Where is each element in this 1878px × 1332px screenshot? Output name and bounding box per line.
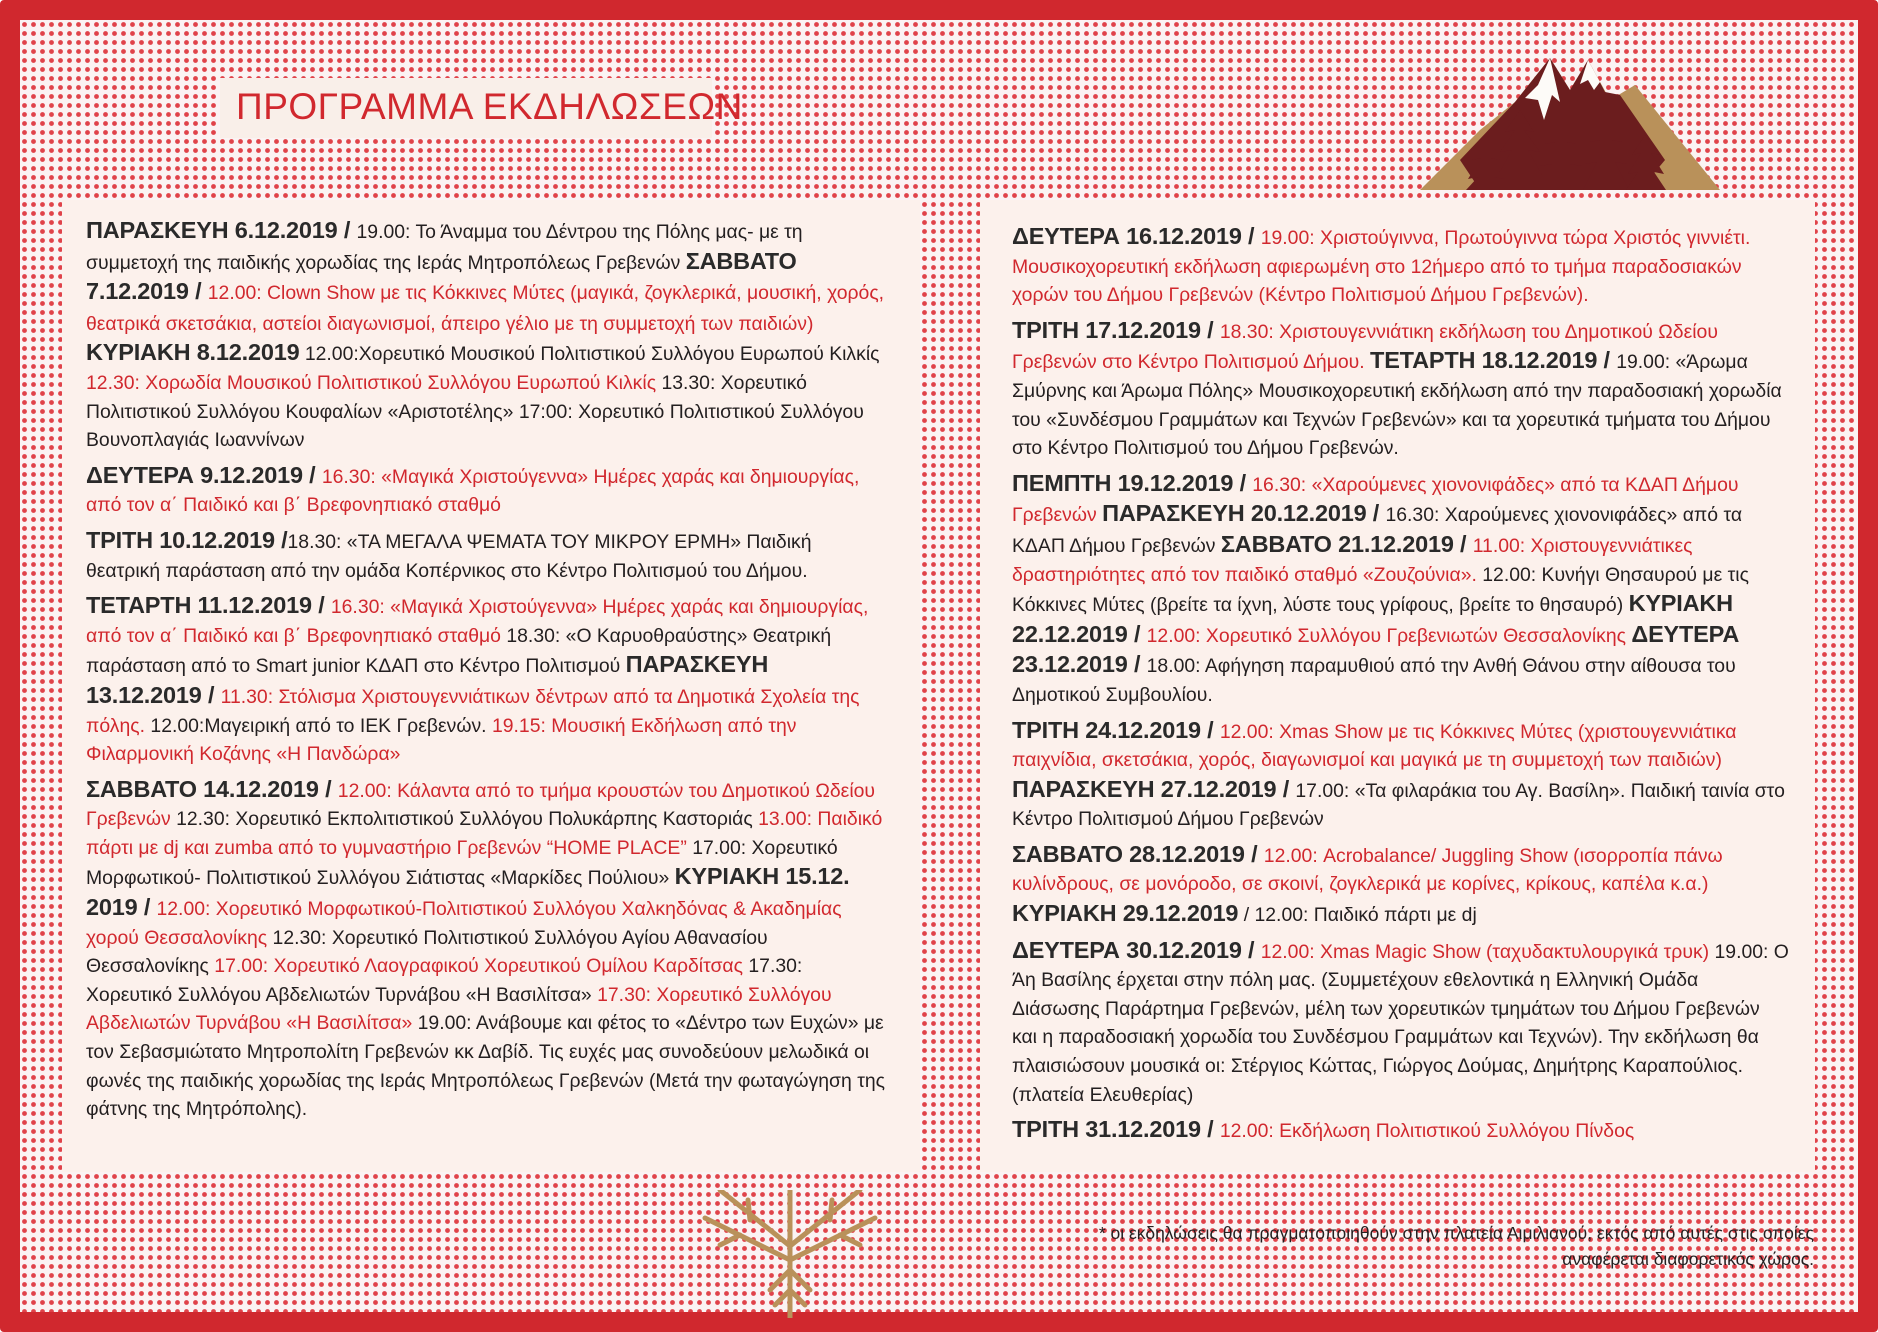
day-heading: / <box>137 894 157 921</box>
event-text: 19.00: Ανάβουμε και φέτος το «Δέντρο των Ευχών» με τον Σεβασμιώτατο Μητροπολίτη Γρεβενών κκ Δαβίδ. Τις ευχές μας συνοδεύουν μελωδικά οι φωνές της παιδικής χορωδίας της Ιεράς Μητροπόλεως Γρεβενών (Μετά την φωταγώγηση της φάτνης της Μητρόπολης). <box>86 1012 885 1121</box>
event-text: 12.00: Acrobalance/ Juggling Show (ισορροπία πάνω κυλίνδρους, σε μονόροδο, σε σκοινί, ζογκλερικά με κορίνες, κρίκους, καπέλα κ.α.) <box>1012 844 1723 896</box>
day-heading: ΠΑΡΑΣΚΕΥΗ 13.12.2019 <box>86 651 769 708</box>
day-heading: ΔΕΥΤΕΡΑ 30.12.2019 <box>1012 936 1242 963</box>
event-text: 17.30: Χορευτικό Συλλόγου Αβδελιωτών Τυρνάβου «Η Βασιλίτσα» <box>86 955 803 1006</box>
day-heading: / <box>1244 840 1264 867</box>
day-heading: / <box>201 681 221 708</box>
day-heading: ΣΑΒΒΑΤΟ 14.12.2019 <box>86 775 319 802</box>
day-heading: ΣΑΒΒΑΤΟ 28.12.2019 <box>1012 840 1245 867</box>
event-text: 12.30: Χορωδία Μουσικού Πολιτιστικού Συλλόγου Ευρωπού Κιλκίς <box>86 371 662 394</box>
day-heading: ΚΥΡΙΑΚΗ 22.12.2019 <box>1012 590 1733 647</box>
day-heading: ΤΕΤΑΡΤΗ 11.12.2019 <box>86 592 312 619</box>
day-heading: ΠΕΜΠΤΗ 19.12.2019 <box>1012 469 1234 496</box>
day-heading: ΚΥΡΙΑΚΗ 15.12. 2019 <box>86 863 850 921</box>
day-heading: ΚΥΡΙΑΚΗ 8.12.2019 <box>86 339 300 366</box>
event-text: 13.30: Χορευτικό Πολιτιστικού Συλλόγου Κουφαλίων «Αριστοτέλης» 17:00: Χορευτικό Πολιτιστικού Συλλόγου Βουνοπλαγιάς Ιωαννίνων <box>86 371 864 452</box>
day-heading: / <box>318 775 338 802</box>
day-heading: / <box>274 526 288 553</box>
event-text: 12.00: Παιδικό πάρτι με dj <box>1254 904 1477 927</box>
schedule-block <box>1012 840 1790 930</box>
day-heading: ΤΡΙΤΗ 10.12.2019 <box>86 526 275 553</box>
schedule-block <box>1012 716 1790 834</box>
event-text: 12.00: Χορευτικό Μορφωτικού-Πολιτιστικού Συλλόγου Χαλκηδόνας & Ακαδημίας χορού Θεσσαλονίκης <box>86 898 842 949</box>
day-heading: / <box>1200 1116 1220 1143</box>
day-heading: / <box>188 278 208 305</box>
schedule-block <box>1012 316 1790 463</box>
footnote: * οι εκδηλώσεις θα πραγματοποιηθούν στην πλατεία Αιμιλιανού, εκτός από αυτές στις οποίες αναφέρεται διαφορετικός χώρος. <box>1098 1223 1814 1269</box>
event-text: 12.30: Χορευτικό Εκπολιτιστικού Συλλόγου Πολυκάρπης Καστοριάς <box>176 808 759 831</box>
event-text: 18.30: Χριστουγεννιάτικη εκδήλωση του Δημοτικού Ωδείου Γρεβενών στο Κέντρο Πολιτισμού Δήμου. <box>1012 320 1718 374</box>
day-heading: / <box>1200 716 1220 743</box>
day-heading: / <box>337 217 357 243</box>
schedule-block <box>86 216 886 455</box>
day-heading: / <box>311 592 331 619</box>
event-text: 18.30: «Ο Καρυοθραύστης» Θεατρική παράσταση από το Smart junior ΚΔΑΠ στο Κέντρο Πολιτισμού <box>86 624 832 678</box>
event-text: 16.30: «Χαρούμενες χιονονιφάδες» από τα ΚΔΑΠ Δήμου Γρεβενών <box>1012 473 1739 527</box>
left-schedule <box>86 216 886 1130</box>
day-heading: ΤΕΤΑΡΤΗ 18.12.2019 <box>1370 347 1598 374</box>
event-text: 18.00: Αφήγηση παραμυθιού από την Ανθή Θάνου στην αίθουσα του Δημοτικού Συμβουλίου. <box>1012 655 1736 706</box>
day-heading: ΤΡΙΤΗ 31.12.2019 <box>1012 1116 1201 1143</box>
event-text: 12.00: Xmas Magic Show (ταχυδακτυλουργικά τρυκ) <box>1260 940 1715 963</box>
schedule-block <box>1012 1115 1790 1146</box>
schedule-block <box>86 461 886 520</box>
event-text: 12.00: Xmas Show με τις Κόκκινες Μύτες (χριστουγεννιάτικα παιχνίδια, σκετσάκια, χορός, διαγωνισμοί και μαγικά με τη συμμετοχή των παιδιών) <box>1012 720 1737 772</box>
day-heading: / <box>1597 347 1617 374</box>
day-heading: / <box>1241 223 1261 249</box>
day-heading: / <box>1233 469 1253 496</box>
event-text: 13.00: Παιδικό πάρτι με dj και zumba από το γυμναστήριο Γρεβενών “HOME PLACE” <box>86 808 883 859</box>
day-heading: / <box>1200 316 1220 343</box>
day-heading: ΠΑΡΑΣΚΕΥΗ 27.12.2019 <box>1012 775 1277 802</box>
event-text: 19.00: Χριστούγιννα, Πρωτούγιννα τώρα Χριστός γιννιέτι. Μουσικοχορευτική εκδήλωση αφιερωμένη στο 12ήμερο από το τμήμα παραδοσιακών χορών του Δήμου Γρεβενών (Κέντρο Πολιτισμού Δήμου Γρεβενών). <box>1012 227 1751 307</box>
day-heading: ΔΕΥΤΕΡΑ 16.12.2019 <box>1012 223 1242 249</box>
event-text: 19.15: Μουσική Εκδήλωση από την Φιλαρμονική Κοζάνης «Η Πανδώρα» <box>86 714 797 766</box>
schedule-block <box>1012 469 1790 710</box>
schedule-block <box>86 526 886 585</box>
schedule-block <box>1012 936 1790 1110</box>
schedule-block <box>86 775 886 1124</box>
event-text: 17.30: Χορευτικό Συλλόγου Αβδελιωτών Τυρνάβου «Η Βασιλίτσα» <box>86 983 832 1035</box>
schedule-block <box>86 591 886 769</box>
right-schedule <box>1012 222 1790 1152</box>
event-text: 12.00: Εκδήλωση Πολιτιστικού Συλλόγου Πίνδος <box>1219 1120 1635 1143</box>
event-text: 12.00: Clown Show με τις Κόκκινες Μύτες (μαγικά, ζογκλερικά, μουσική, χορός, θεατρικά σκετσάκια, αστείοι διαγωνισμοί, άπειρο γέλιο με τη συμμετοχή των παιδιών) <box>86 282 885 335</box>
day-heading: ΠΑΡΑΣΚΕΥΗ 6.12.2019 <box>86 217 338 243</box>
day-heading: ΣΑΒΒΑΤΟ 21.12.2019 <box>1220 530 1454 557</box>
event-text: 17.00: Χορευτικό Μορφωτικού- Πολιτιστικού Συλλόγου Σιάτιστας «Μαρκίδες Πούλιου» <box>86 836 838 890</box>
snowflake-icon <box>700 1190 880 1318</box>
event-text: 17.00: Χορευτικό Λαογραφικού Χορευτικού Ομίλου Καρδίτσας <box>214 955 749 978</box>
day-heading: ΠΑΡΑΣΚΕΥΗ 20.12.2019 <box>1102 500 1367 527</box>
day-heading: ΣΑΒΒΑΤΟ 7.12.2019 <box>86 247 797 305</box>
event-text: 16.30: «Μαγικά Χριστούγεννα» Ημέρες χαράς και δημιουργίας, από τον α΄ Παιδικό και β΄ Βρεφονηπιακό σταθμό <box>86 596 869 647</box>
event-text: 12.00:Μαγειρική από το ΙΕΚ Γρεβενών. <box>150 714 492 737</box>
event-text: 11.00: Χριστουγεννιάτικες δραστηριότητες από τον παιδικό σταθμό «Ζουζούνια». <box>1012 534 1693 586</box>
event-text: 12.00: Κάλαντα από το τμήμα κρουστών του Δημοτικού Ωδείου Γρεβενών <box>86 779 876 831</box>
event-text: 19.00: Ο Άη Βασίλης έρχεται στην πόλη μας. (Συμμετέχουν εθελοντικά η Ελληνική Ομάδα Διάσωσης Παράρτημα Γρεβενών, μέλη των χορευτικών τμημάτων του Δήμου Γρεβενών και η παραδοσιακή χορωδία του Συνδέσμου Γραμμάτων και Τεχνών). Την εκδήλωση θα πλαισιώσουν μουσικά οι: Στέργιος Κώττας, Γιώργος Δούμας, Δημήτρης Καραπούλιος. (πλατεία Ελευθερίας) <box>1012 940 1789 1106</box>
event-text: 12.00: Κυνήγι Θησαυρού με τις Κόκκινες Μύτες (βρείτε τα ίχνη, λύστε τους γρίφους, βρείτε το θησαυρό) <box>1012 563 1749 617</box>
day-heading: ΚΥΡΙΑΚΗ 29.12.2019 <box>1012 900 1239 927</box>
day-heading: / <box>1276 775 1296 802</box>
event-text: 11.30: Στόλισμα Χριστουγεννιάτικων δέντρων από τα Δημοτικά Σχολεία της πόλης. <box>86 685 860 737</box>
day-heading: / <box>1127 651 1147 678</box>
event-text: / <box>1238 904 1255 927</box>
day-heading: ΤΡΙΤΗ 17.12.2019 <box>1012 316 1201 343</box>
day-heading: / <box>302 461 322 488</box>
event-text: 12.00:Χορευτικό Μουσικού Πολιτιστικού Συλλόγου Ευρωπού Κιλκίς <box>299 343 880 366</box>
day-heading: ΔΕΥΤΕΡΑ 9.12.2019 <box>86 461 303 488</box>
event-text: 19.00: Το Άναμμα του Δέντρου της Πόλης μας- με τη συμμετοχή της παιδικής χορωδίας της Ιεράς Μητροπόλεως Γρεβενών <box>86 221 803 274</box>
event-text: 16.30: Χαρούμενες χιονονιφάδες» από τα ΚΔΑΠ Δήμου Γρεβενών <box>1012 504 1743 557</box>
event-text: 19.00: «Άρωμα Σμύρνης και Άρωμα Πόλης» Μουσικοχορευτική εκδήλωση από την παραδοσιακή χορωδία του «Συνδέσμου Γραμμάτων και Τεχνών Γρεβενών» και τα χορευτικά τμήματα του Δήμου στο Κέντρο Πολιτισμού του Δήμου Γρεβενών. <box>1012 351 1782 460</box>
page-title: ΠΡΟΓΡΑΜΜΑ ΕΚΔΗΛΩΣΕΩΝ <box>236 86 743 127</box>
event-text: 16.30: «Μαγικά Χριστούγεννα» Ημέρες χαράς και δημιουργίας, από τον α΄ Παιδικό και β΄ Βρεφονηπιακό σταθμό <box>86 465 860 517</box>
event-text: 12.30: Χορευτικό Πολιτιστικού Συλλόγου Αγίου Αθανασίου Θεσσαλονίκης <box>86 926 768 978</box>
day-heading: / <box>1241 936 1261 963</box>
day-heading: / <box>1453 530 1473 557</box>
day-heading: / <box>1366 500 1386 527</box>
day-heading: ΔΕΥΤΕΡΑ 23.12.2019 <box>1012 620 1740 678</box>
day-heading: / <box>1127 620 1147 647</box>
event-text: 12.00: Χορευτικό Συλλόγου Γρεβενιωτών Θεσσαλονίκης <box>1146 624 1632 647</box>
event-text: 18.30: «ΤΑ ΜΕΓΑΛΑ ΨΕΜΑΤΑ ΤΟΥ ΜΙΚΡΟΥ ΕΡΜΗ» Παιδική θεατρική παράσταση από την ομάδα Κοπέρνικος στο Κέντρο Πολιτισμού του Δήμου. <box>86 530 812 582</box>
event-text: 17.00: «Τα φιλαράκια του Αγ. Βασίλη». Παιδική ταινία στο Κέντρο Πολιτισμού Δήμου Γρεβενών <box>1012 779 1785 831</box>
day-heading: ΤΡΙΤΗ 24.12.2019 <box>1012 716 1201 743</box>
mountain-trees-icon <box>1420 40 1720 192</box>
schedule-block <box>1012 222 1790 310</box>
